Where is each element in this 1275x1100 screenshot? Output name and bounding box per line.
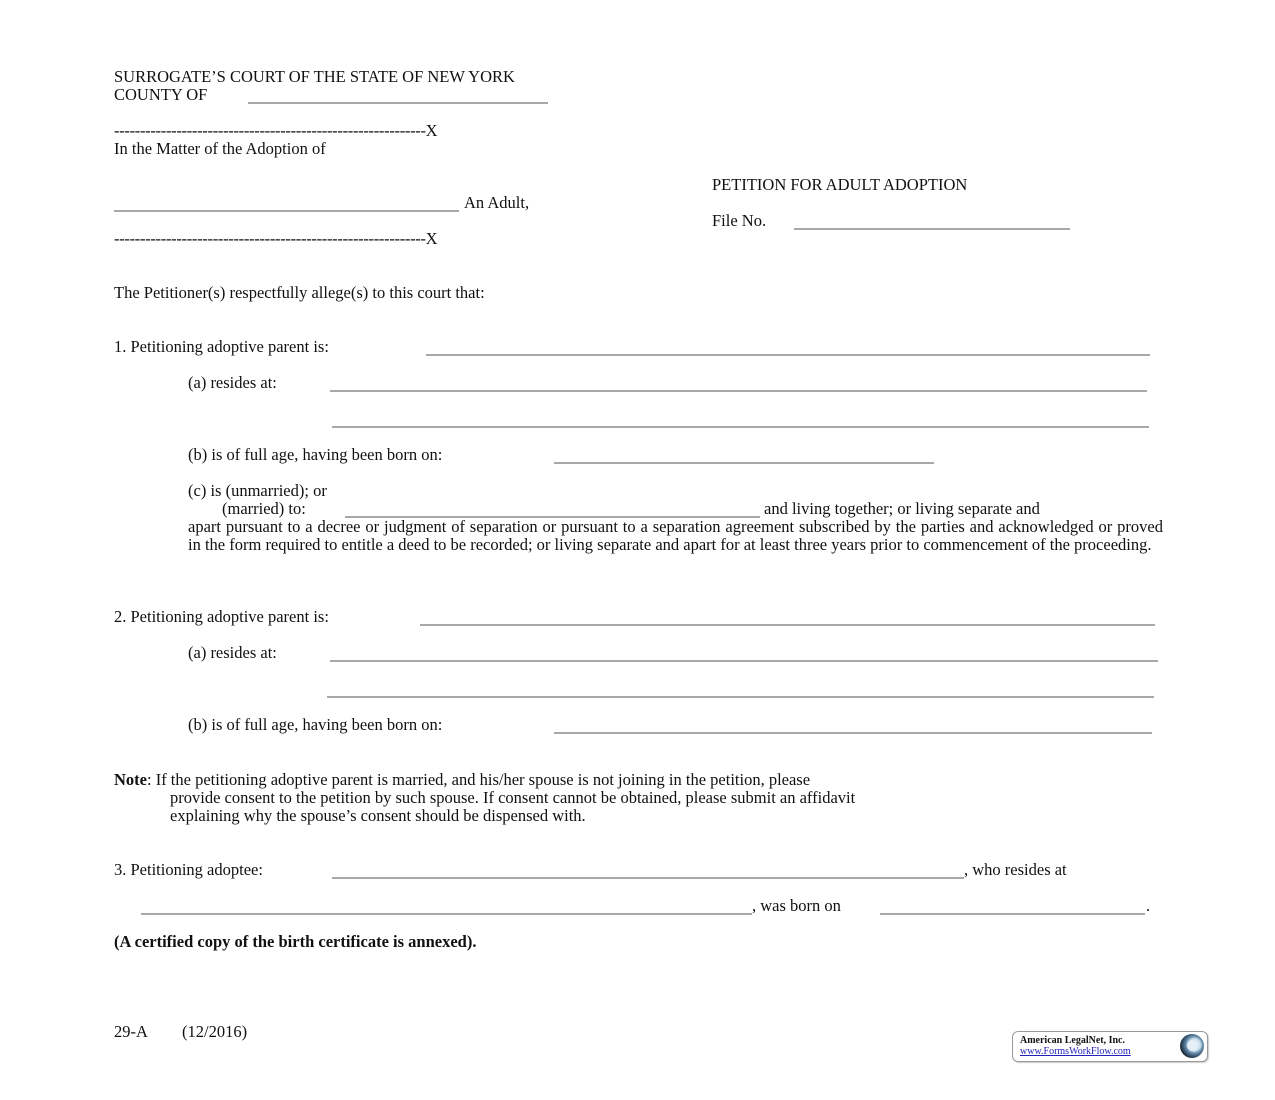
spouse-consent-note	[114, 771, 1144, 825]
parent2-address-line1[interactable]	[330, 660, 1158, 662]
section3-resides-label: , who resides at	[964, 860, 1067, 879]
matter-label: In the Matter of the Adoption of	[114, 139, 326, 158]
logo-url-link[interactable]: www.FormsWorkFlow.com	[1020, 1046, 1131, 1057]
adoptee-name-field[interactable]	[332, 877, 964, 879]
section1-a-label: (a) resides at:	[188, 373, 277, 392]
american-legalnet-logo[interactable]	[1012, 1031, 1208, 1062]
section1-b-label: (b) is of full age, having been born on:	[188, 445, 443, 464]
file-no-label: File No.	[712, 211, 767, 230]
form-id: 29-A	[114, 1022, 148, 1041]
adoptee-address-field[interactable]	[141, 913, 752, 915]
parent1-dob-field[interactable]	[554, 462, 934, 464]
parent1-address-line1[interactable]	[330, 390, 1147, 392]
note-line1: : If the petitioning adoptive parent is married, and his/her spouse is not joining in the petition, please	[146, 770, 811, 789]
adoptee-dob-field[interactable]	[880, 913, 1145, 915]
section1-c-label: (c) is (unmarried); or	[188, 481, 327, 500]
intro-text: The Petitioner(s) respectfully allege(s) to this court that:	[114, 283, 485, 302]
parent1-name-field[interactable]	[426, 354, 1150, 356]
adult-label: An Adult,	[464, 193, 530, 212]
caption-divider-bottom: ------------------------------------------------------------X	[114, 229, 438, 248]
section3-end-period: .	[1146, 896, 1151, 915]
section1-c-married-label: (married) to:	[222, 499, 306, 518]
note-line2: provide consent to the petition by such spouse. If consent cannot be obtained, please submit an affidavit	[170, 788, 856, 807]
section3-label: 3. Petitioning adoptee:	[114, 860, 263, 879]
note-line3: explaining why the spouse’s consent should be dispensed with.	[170, 806, 586, 825]
section1-label: 1. Petitioning adoptive parent is:	[114, 337, 329, 356]
logo-company-name: American LegalNet, Inc.	[1020, 1035, 1125, 1046]
section2-a-label: (a) resides at:	[188, 643, 277, 662]
section3-born-label: , was born on	[752, 896, 841, 915]
section2-label: 2. Petitioning adoptive parent is:	[114, 607, 329, 626]
form-revision: (12/2016)	[182, 1022, 248, 1041]
section1-c-after-blank: and living together; or living separate and	[764, 499, 1040, 518]
globe-icon	[1180, 1034, 1204, 1058]
county-field[interactable]	[248, 102, 548, 104]
note-label: Note	[114, 770, 147, 789]
birth-certificate-note: (A certified copy of the birth certificate is annexed).	[114, 932, 477, 951]
document-title: PETITION FOR ADULT ADOPTION	[712, 175, 968, 194]
parent1-address-line2[interactable]	[332, 426, 1149, 428]
parent2-name-field[interactable]	[420, 624, 1155, 626]
parent2-address-line2[interactable]	[327, 696, 1154, 698]
adoptee-caption-name-field[interactable]	[114, 210, 459, 212]
caption-divider-top: ------------------------------------------------------------X	[114, 121, 438, 140]
county-label: COUNTY OF	[114, 85, 208, 104]
section2-b-label: (b) is of full age, having been born on:	[188, 715, 443, 734]
court-name: SURROGATE’S COURT OF THE STATE OF NEW YORK	[114, 67, 515, 86]
parent2-dob-field[interactable]	[554, 732, 1152, 734]
section1-c-paragraph: apart pursuant to a decree or judgment of separation or pursuant to a separation agreement subscribed by the parties and acknowledged or proved in the form required to entitle a deed to be recorded; or living separate and apart for at least three years prior to commencement of the proceeding.	[188, 517, 1163, 554]
file-no-field[interactable]	[794, 228, 1070, 230]
